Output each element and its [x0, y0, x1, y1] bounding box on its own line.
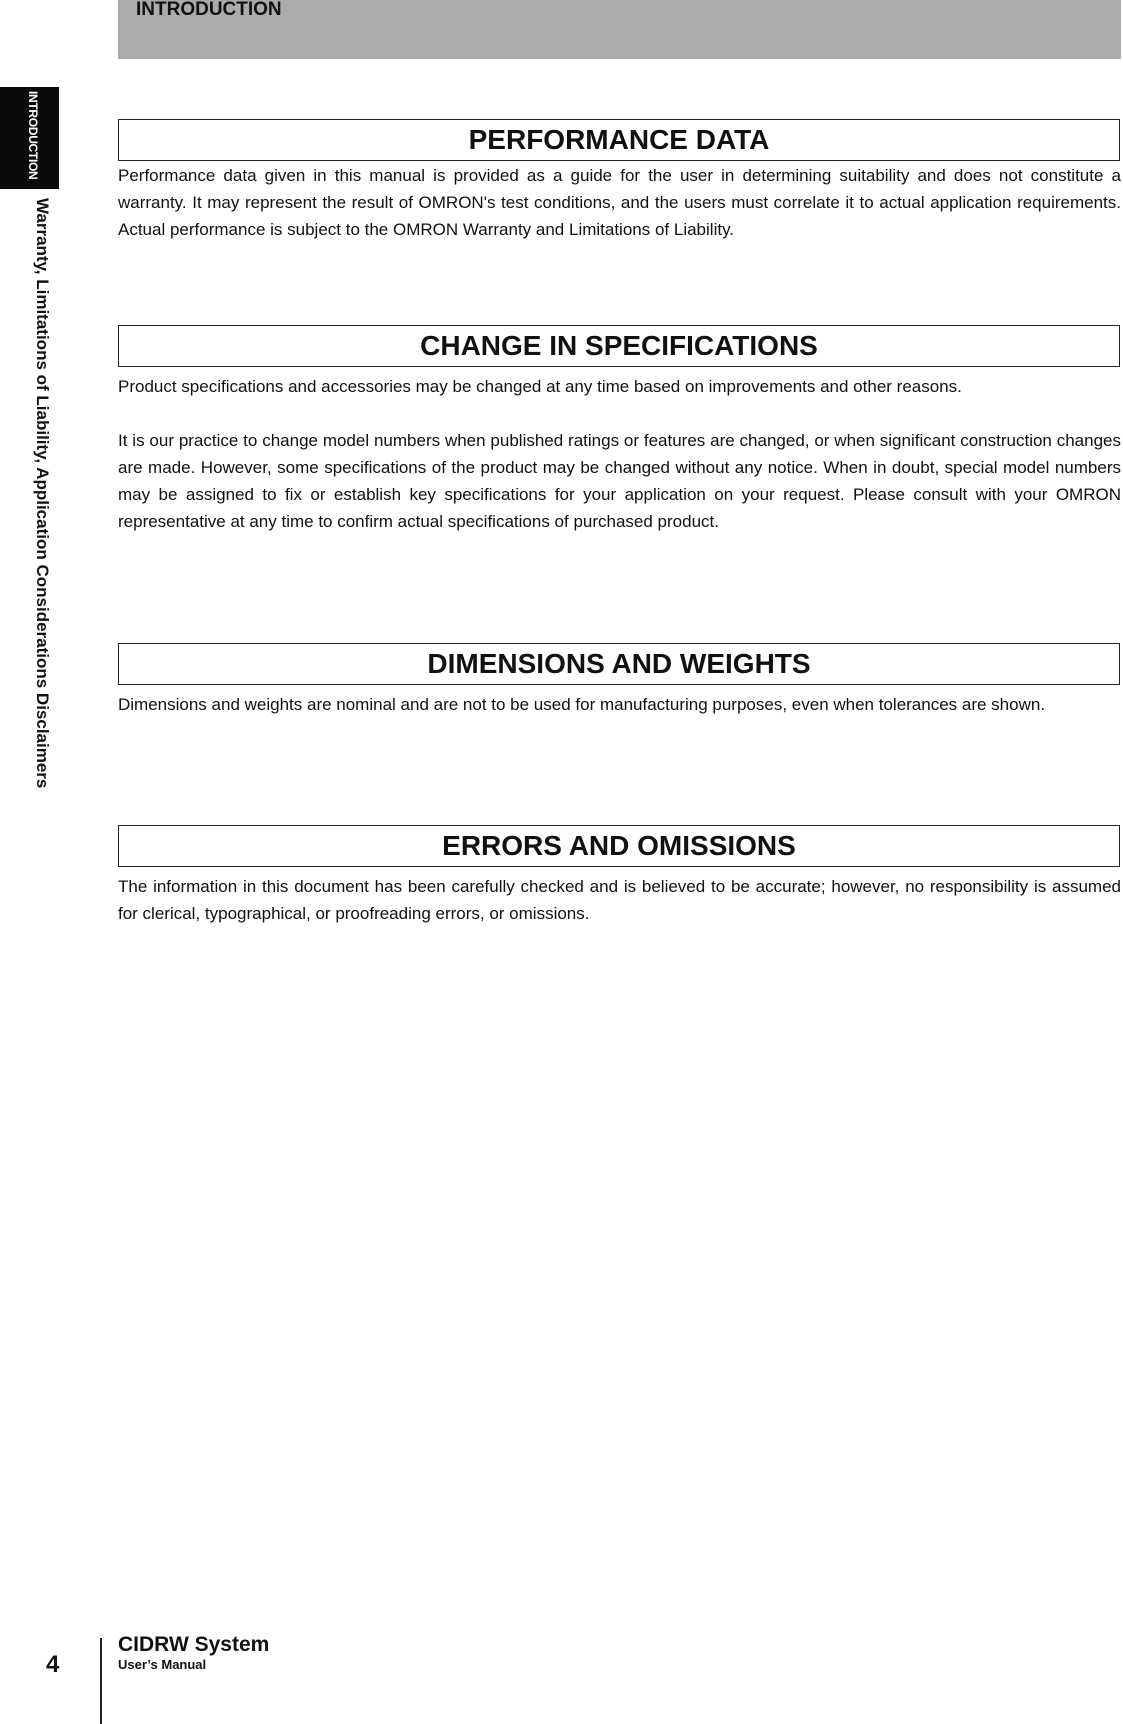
errors-and-omissions-text [118, 873, 1121, 927]
side-section-title: Warranty, Limitations of Liability, Application Considerations Disclaimers [33, 198, 52, 789]
page-number: 4 [46, 1651, 60, 1678]
dimensions-and-weights-heading: DIMENSIONS AND WEIGHTS [118, 643, 1120, 685]
change-in-specifications-paragraph-2: It is our practice to change model numbers when published ratings or features are changed, or when significant construction changes are made. However, some specifications of the product may be changed without any notice. When in doubt, special model numbers may be assigned to fix or establish key specifications for your application on your request. Please consult with your OMRON representative at any time to confirm actual specifications of purchased product. [118, 431, 1121, 531]
header-title: INTRODUCTION [136, 0, 282, 20]
change-in-specifications-text [118, 373, 1121, 535]
errors-and-omissions-paragraph: The information in this document has been carefully checked and is believed to be accurate; however, no responsibility is assumed for clerical, typographical, or proofreading errors, or omissions. [118, 877, 1121, 923]
page-header-band [118, 0, 1121, 59]
change-in-specifications-paragraph-1: Product specifications and accessories may be changed at any time based on improvements and other reasons. [118, 377, 962, 396]
change-in-specifications-heading: CHANGE IN SPECIFICATIONS [118, 325, 1120, 367]
dimensions-and-weights-text [118, 691, 1121, 718]
footer-title: CIDRW System [118, 1633, 270, 1656]
performance-data-text [118, 162, 1121, 243]
footer-divider [100, 1638, 102, 1724]
footer-subtitle: User’s Manual [118, 1657, 207, 1672]
side-tab-label: INTRODUCTION [26, 91, 40, 180]
errors-and-omissions-heading: ERRORS AND OMISSIONS [118, 825, 1120, 867]
performance-data-heading: PERFORMANCE DATA [118, 119, 1120, 161]
performance-data-paragraph: Performance data given in this manual is provided as a guide for the user in determining suitability and does not constitute a warranty. It may represent the result of OMRON's test conditions, and the users must correlate it to actual application requirements. Actual performance is subject to the OMRON Warranty and Limitations of Liability. [118, 166, 1121, 239]
side-tab [0, 87, 59, 189]
dimensions-and-weights-paragraph: Dimensions and weights are nominal and are not to be used for manufacturing purposes, even when tolerances are shown. [118, 695, 1046, 714]
